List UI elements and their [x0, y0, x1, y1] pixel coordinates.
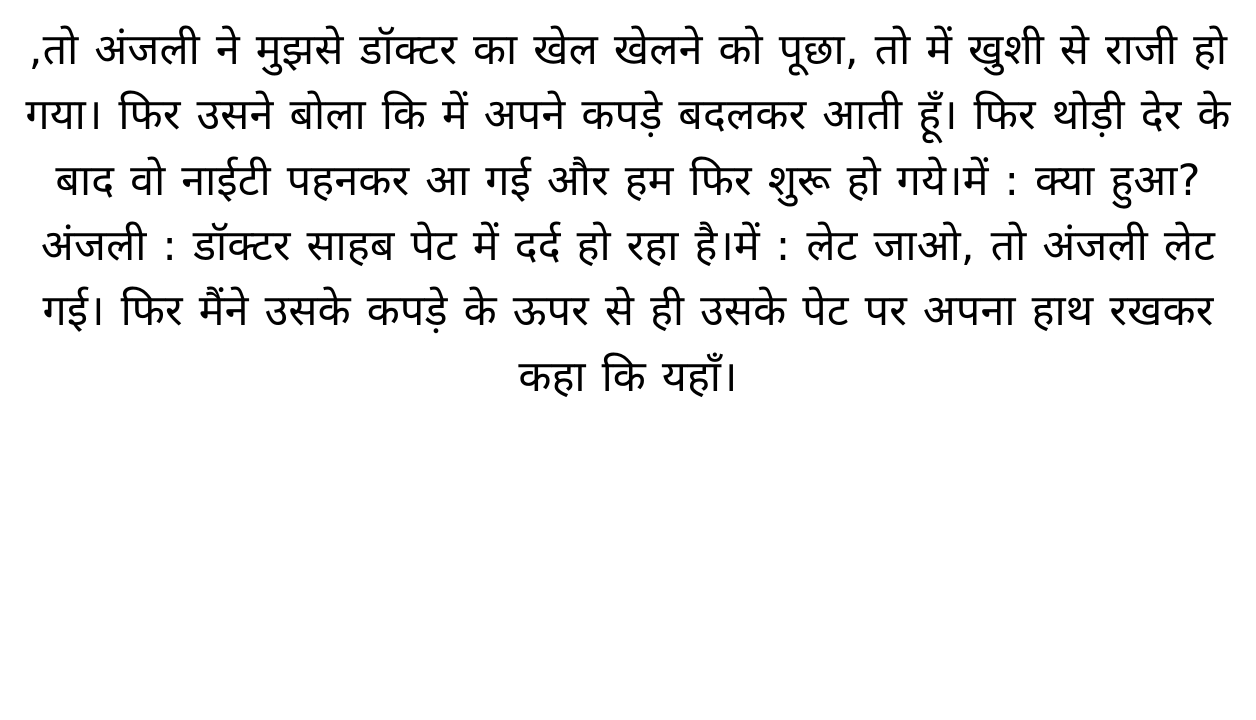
story-paragraph: ,तो अंजली ने मुझसे डॉक्टर का खेल खेलने को पूछा, तो में खुशी से राजी हो गया। फिर उसने बोला कि में अपने कपड़े बदलकर आती हूँ। फिर थोड़ी देर के बाद वो नाईटी पहनकर आ गई और हम फिर शुरू हो गये।में : क्या हुआ? अंजली : डॉक्टर साहब पेट में दर्द हो रहा है।में : लेट जाओ, तो अंजली लेट गई। फिर मैंने उसके कपड़े के ऊपर से ही उसके पेट पर अपना हाथ रखकर कहा कि यहाँ।	[25, 25, 1231, 402]
